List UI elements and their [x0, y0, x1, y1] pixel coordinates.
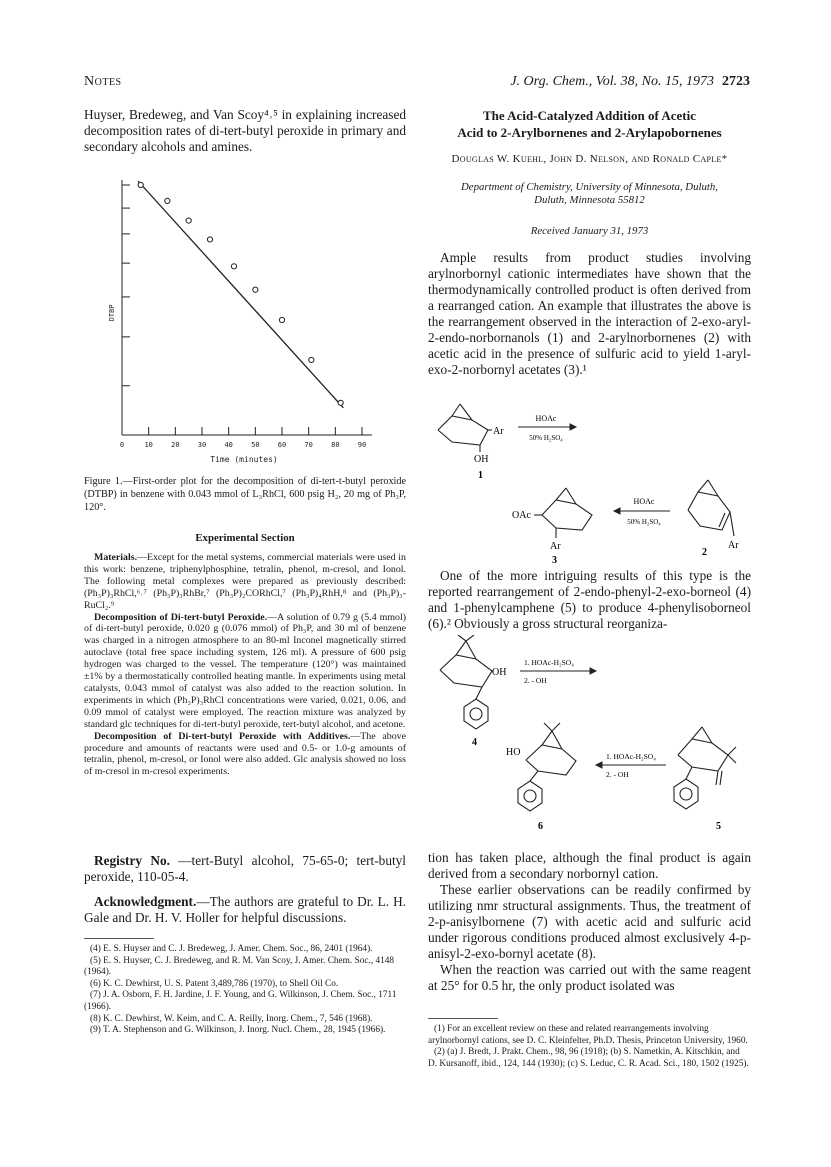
- reagent-bottom-1: 50% H₂SO₄: [529, 434, 563, 442]
- data-point: [207, 237, 212, 242]
- x-tick-label: 50: [251, 441, 260, 449]
- hydroxyl-label-6: HO: [506, 747, 521, 758]
- norbornene-structure-2: [688, 480, 734, 536]
- hydroxyl-label-4: OH: [492, 667, 507, 678]
- data-point: [253, 287, 258, 292]
- additives-paragraph: [84, 731, 406, 779]
- reaction-arrow-3: [520, 668, 596, 674]
- section-title: Experimental Section: [195, 532, 295, 544]
- reference: (4) E. S. Huyser and C. J. Bredeweg, J. Amer. Chem. Soc., 86, 2401 (1964).: [90, 944, 373, 954]
- reference: (5) E. S. Huyser, C. J. Bredeweg, and R. M. Van Scoy, J. Amer. Chem. Soc., 4148 (1964).: [84, 955, 395, 978]
- registry-paragraph: [84, 853, 406, 885]
- step-2-label: 2. - OH: [524, 676, 547, 685]
- acknowledgment-text: —The authors are grateful to Dr. L. H. Gale and Dr. H. V. Holler for helpful discussions.: [84, 894, 406, 925]
- additives-head: Decomposition of Di-tert-butyl Peroxide with Additives.: [94, 730, 351, 742]
- body-paragraph-2: One of the more intriguing results of this type is the reported rearrangement of 2-endo-phenyl-2-exo-borneol (4) and 1-phenylcamphene (5) to produce 4-phenylisoborneol (6).² Obviously a gross structural reorganiza-: [428, 568, 751, 631]
- data-point: [338, 400, 343, 405]
- x-tick-label: 60: [277, 441, 287, 449]
- article-title: [428, 107, 751, 141]
- references-left: [84, 944, 406, 1037]
- materials-paragraph: [84, 552, 406, 612]
- running-head-section: Notes: [84, 74, 122, 89]
- x-axis-label: Time (minutes): [210, 455, 278, 464]
- x-tick-label: 80: [331, 441, 340, 449]
- experimental-body: [84, 552, 406, 778]
- footnote-rule-left: [84, 938, 154, 939]
- reference: (7) J. A. Osborn, F. H. Jardine, J. F. Young, and G. Wilkinson, J. Chem. Soc., 1711 (1966).: [84, 990, 397, 1012]
- compound-number-5: 5: [716, 821, 721, 832]
- hydroxyl-label-1: OH: [474, 454, 489, 465]
- decomposition-text: —A solution of 0.79 g (5.4 mmol) of di-tert-butyl peroxide, 0.020 g (0.076 mmol) of Ph₃P, and 30 ml of benzene was charged in a nitrogen atmosphere to an 80-ml Inconel magnetically stirred autoclave (total free space including system, 126 ml). A pressure of 600 psig hydrogen was charged to the vessel. The temperature (120°) was maintained ±1% by a thermostatically controlled heating mantle. In experiments using metal catalysts, 0.043 mmol of catalyst was also added to the reaction solution. In experiments in which (Ph₃P)₃RhCl concentrations were varied, 0.021, 0.06, and 0.09 mmol of catalyst were employed. The reaction mixture was analyzed by standard glc techniques for di-tert-butyl peroxide, tert-butyl alcohol, and acetone.: [84, 611, 406, 730]
- decomposition-head: Decomposition of Di-tert-butyl Peroxide.: [94, 611, 268, 623]
- compound-number-4: 4: [472, 737, 477, 748]
- reference: (2) (a) J. Bredt, J. Prakt. Chem., 98, 96 (1918); (b) S. Nametkin, A. Kitschkin, and D. Kursanoff, ibid., 124, 144 (1930); (c) S. Leduc, C. R. Acad. Sci., 180, 1502 (1925).: [428, 1047, 749, 1069]
- x-tick-label: 40: [224, 441, 233, 449]
- reference: (6) K. C. Dewhirst, U. S. Patent 3,489,786 (1970), to Shell Oil Co.: [90, 978, 339, 989]
- x-tick-label: 20: [171, 441, 180, 449]
- data-point: [231, 264, 236, 269]
- title-line-1: The Acid-Catalyzed Addition of Acetic: [482, 108, 697, 123]
- title-line-2: Acid to 2-Arylbornenes and 2-Arylapobornenes: [457, 125, 722, 140]
- affiliation-line-2: Duluth, Minnesota 55812: [534, 194, 645, 206]
- step-1-label-b: 1. HOAc-H₂SO₄: [606, 752, 656, 761]
- fit-line: [138, 181, 343, 408]
- acknowledgment-paragraph: [84, 894, 406, 926]
- reference: (9) T. A. Stephenson and G. Wilkinson, J. Inorg. Nucl. Chem., 28, 1945 (1966).: [90, 1025, 386, 1036]
- x-tick-label: 10: [144, 441, 153, 449]
- compound-number-1: 1: [478, 470, 483, 481]
- reference: (1) For an excellent review on these and related rearrangements involving arylnorbornyl cations, see D. C. Kleinfelter, Ph.D. Thesis, Princeton University, 1960.: [428, 1024, 748, 1046]
- reagent-bottom-2: 50% H₂SO₄: [627, 518, 661, 526]
- reaction-arrow-4: [596, 762, 666, 768]
- intro-paragraph: Huyser, Bredeweg, and Van Scoy⁴˒⁵ in explaining increased decomposition rates of di-tert-butyl peroxide in primary and secondary alcohols and amines.: [84, 107, 406, 154]
- isoborneol-structure-6: [518, 723, 576, 811]
- compound-number-2: 2: [702, 547, 707, 558]
- data-point: [309, 357, 314, 362]
- aryl-label-3: Ar: [550, 541, 561, 552]
- step-1-label: 1. HOAc-H₂SO₄: [524, 658, 574, 667]
- affiliation: [428, 181, 751, 207]
- body-paragraph-3c: When the reaction was carried out with the same reagent at 25° for 0.5 hr, the only product isolated was: [428, 962, 751, 993]
- borneol-structure-4: [440, 635, 492, 729]
- compound-number-6: 6: [538, 821, 543, 832]
- footnote-rule-right: [428, 1018, 498, 1019]
- reagent-top-1: HOAc: [535, 414, 557, 423]
- body-paragraph-3: [428, 850, 751, 994]
- reagent-top-2: HOAc: [633, 497, 655, 506]
- data-point: [165, 198, 170, 203]
- reaction-scheme-2: [430, 635, 750, 845]
- data-point: [138, 182, 143, 187]
- references-right: [428, 1024, 751, 1070]
- affiliation-line-1: Department of Chemistry, University of Minnesota, Duluth,: [460, 181, 718, 193]
- step-2-label-b: 2. - OH: [606, 770, 629, 779]
- authors: Douglas W. Kuehl, John D. Nelson, and Ronald Caple*: [451, 153, 728, 165]
- registry-head: Registry No.: [94, 853, 170, 868]
- journal-citation: J. Org. Chem., Vol. 38, No. 15, 1973: [510, 74, 714, 89]
- materials-text: —Except for the metal systems, commercial materials were used in this work: benzene, triphenylphosphine, tetralin, phenol, m-cresol, and Ionol. The following metal complexes were prepared as previously described: (Ph₃P)₃RhCl,⁶˒⁷ (Ph₃P)₃RhBr,⁷ (Ph₃P)₂CORhCl,⁷ (Ph₃P)₄RhH,⁸ and (Ph₃P)₃-RuCl₂.⁹: [84, 552, 406, 611]
- x-tick-label: 30: [197, 441, 207, 449]
- acknowledgment-head: Acknowledgment.: [94, 894, 197, 909]
- registry-text: —tert-Butyl alcohol, 75-65-0; tert-butyl peroxide, 110-05-4.: [84, 853, 407, 884]
- data-point: [186, 218, 191, 223]
- reference: (8) K. C. Dewhirst, W. Keim, and C. A. Reilly, Inorg. Chem., 7, 546 (1968).: [90, 1013, 373, 1024]
- body-paragraph-3a: tion has taken place, although the final product is again derived from a secondary norbornyl cation.: [428, 850, 751, 881]
- first-order-plot: [84, 165, 404, 475]
- y-axis-label: DTBP: [108, 304, 116, 322]
- camphene-structure-5: [674, 727, 736, 809]
- norbornanol-structure-1: [438, 404, 492, 452]
- x-tick-label: 90: [357, 441, 367, 449]
- x-tick-label: 0: [119, 441, 125, 449]
- x-tick-label: 70: [304, 441, 313, 449]
- body-paragraph-1: Ample results from product studies involving arylnorbornyl cationic intermediates have shown that the thermodynamically controlled product is often derived from a rearranged cation. An example that illustrates the above is the rearrangement observed in the interaction of 2-exo-aryl-2-endo-norbornanols (1) and 2-arylnorbornenes (2) with acetic acid in the presence of sulfuric acid to yield 1-aryl-exo-2-norbornyl acetates (3).¹: [428, 250, 751, 377]
- figure-caption: Figure 1.—First-order plot for the decomposition of di-tert-t-butyl peroxide (DTBP) in benzene with 0.043 mmol of L₃RhCl, 600 psig H₂, 20 mg of Ph₃P, 120°.: [84, 476, 406, 513]
- materials-head: Materials.: [94, 552, 138, 563]
- aryl-label-1: Ar: [493, 426, 504, 437]
- data-point: [279, 317, 284, 322]
- page-number: 2723: [722, 74, 750, 89]
- decomposition-paragraph: [84, 612, 406, 731]
- received-date: Received January 31, 1973: [530, 225, 649, 237]
- acetate-structure-3: [534, 488, 592, 538]
- running-head-journal: [480, 74, 750, 90]
- reaction-arrow-1: [518, 424, 576, 430]
- compound-number-3: 3: [552, 555, 557, 565]
- aryl-label-2: Ar: [728, 540, 739, 551]
- acetate-label: OAc: [512, 510, 531, 521]
- reaction-scheme-1: [430, 400, 750, 565]
- reaction-arrow-2: [614, 508, 670, 514]
- additives-text: —The above procedure and amounts of reactants were used and 0.5- or 1.0-g amounts of tetralin, phenol, m-cresol, or Ionol were also added. Glc analysis showed no loss of m-cresol in m-cresol experiments.: [84, 730, 407, 778]
- body-paragraph-3b: These earlier observations can be readily confirmed by utilizing nmr structural assignments. Thus, the treatment of 2-p-anisylbornene (7) with acetic acid and sulfuric acid under rigorous conditions produced almost exclusively 4-p-anisyl-2-exo-bornyl acetate (8).: [428, 882, 751, 961]
